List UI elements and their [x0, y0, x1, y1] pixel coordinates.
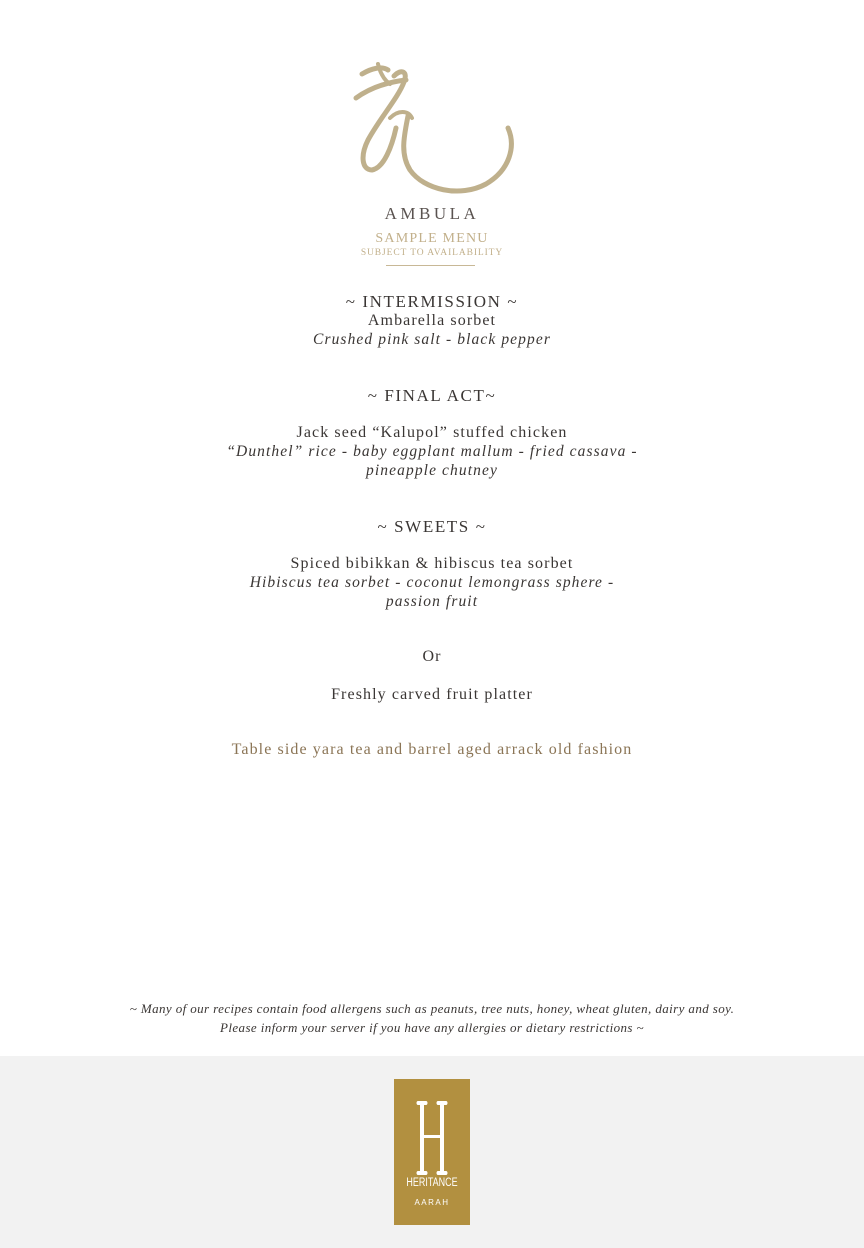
closing-line: Table side yara tea and barrel aged arrack old fashion: [231, 741, 633, 758]
calligraphy-glyph-icon: [350, 58, 520, 200]
heritance-wordmark: HERITANCE: [406, 1177, 458, 1189]
dish-name: Freshly carved fruit platter: [331, 686, 533, 703]
aarah-wordmark: AARAH: [414, 1198, 450, 1207]
dish-name: Jack seed “Kalupol” stuffed chicken: [296, 424, 568, 441]
dish-description: pineapple chutney: [366, 462, 498, 479]
dish-description: Crushed pink salt - black pepper: [313, 331, 551, 348]
availability-note: SUBJECT TO AVAILABILITY: [360, 248, 504, 258]
sample-menu-label: SAMPLE MENU: [375, 231, 489, 246]
or-separator: Or: [422, 648, 442, 665]
section-title-intermission: ~ INTERMISSION ~: [345, 292, 519, 311]
dish-name: Ambarella sorbet: [367, 312, 497, 329]
dish-name: Spiced bibikkan & hibiscus tea sorbet: [290, 555, 574, 572]
dish-description: “Dunthel” rice - baby eggplant mallum - fried cassava -: [226, 443, 638, 460]
brand-name: AMBULA: [384, 204, 480, 223]
dish-description: passion fruit: [385, 593, 479, 610]
section-title-sweets: ~ SWEETS ~: [377, 517, 487, 536]
allergen-note: ~ Many of our recipes contain food allergens such as peanuts, tree nuts, honey, wheat gluten, dairy and soy.: [129, 1001, 735, 1016]
allergen-note: Please inform your server if you have any allergies or dietary restrictions ~: [220, 1020, 644, 1035]
dish-description: Hibiscus tea sorbet - coconut lemongrass sphere -: [249, 574, 615, 591]
heritance-h-logo-icon: [394, 1079, 470, 1225]
header-divider: [386, 265, 475, 266]
section-title-final-act: ~ FINAL ACT~: [367, 386, 497, 405]
